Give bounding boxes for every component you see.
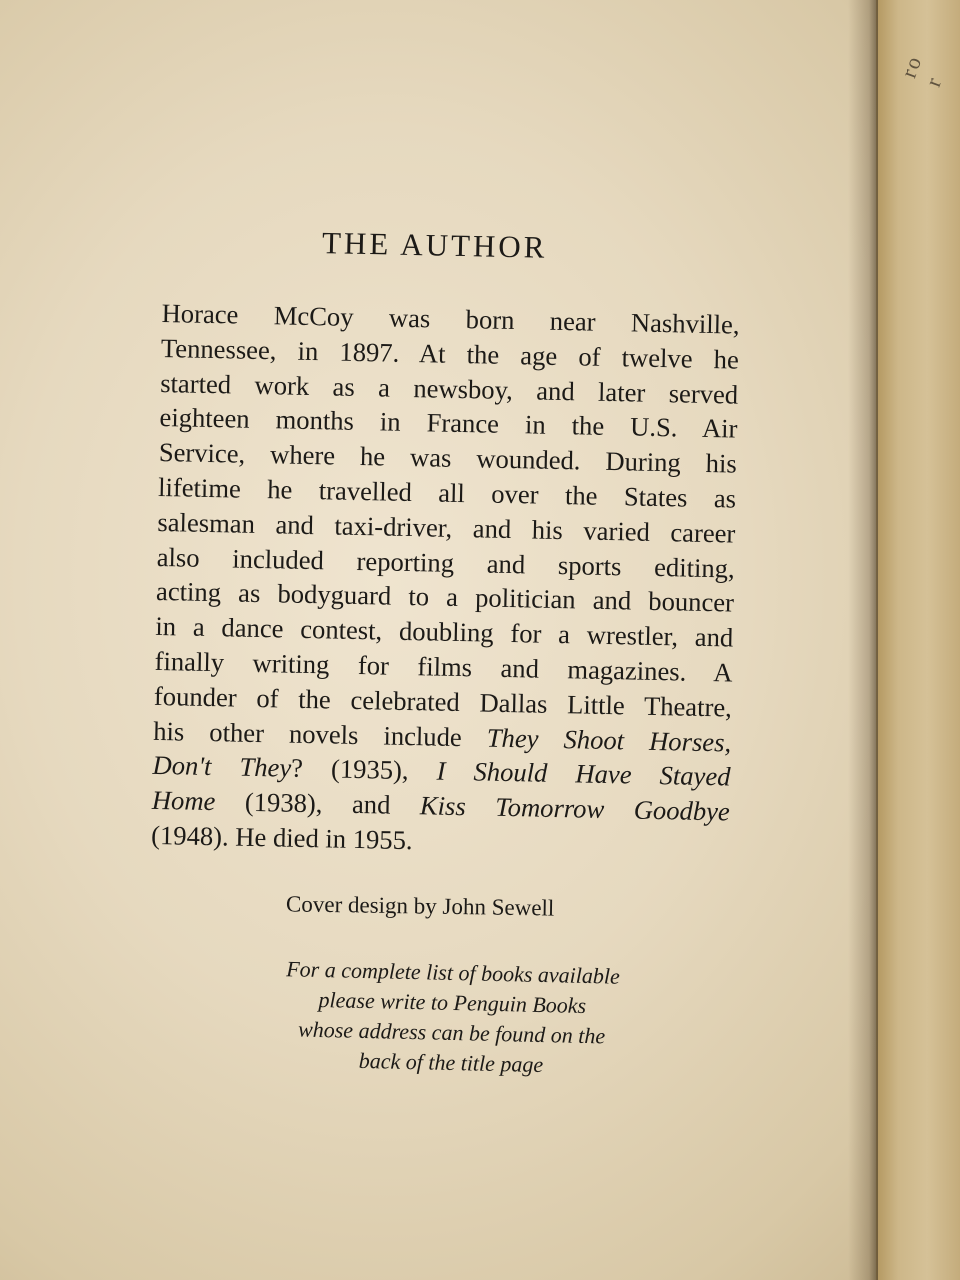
gutter-shadow <box>848 0 878 1280</box>
notice-line: please write to Penguin Books <box>318 986 587 1019</box>
bio-text: founder of the celebrated Dallas Little Theatre, <box>153 680 733 723</box>
adjacent-page <box>878 0 960 1280</box>
bio-text: lifetime he travelled all over the States as <box>157 471 737 514</box>
adjacent-page-text: ro r <box>895 51 947 90</box>
bio-text: also included reporting and sports editing, <box>156 541 735 584</box>
bio-text: started work as a newsboy, and later served <box>159 367 739 410</box>
bio-text: (1938), and <box>215 786 421 821</box>
bio-text: eighteen months in France in the U.S. Air <box>159 402 738 444</box>
bio-text: finally writing for films and magazines. A <box>154 645 733 688</box>
section-heading: THE AUTHOR <box>321 225 548 265</box>
italic-title-text: Kiss Tomorrow Goodbye <box>419 790 731 827</box>
bio-text: his other novels include <box>152 715 488 753</box>
bio-text: Service, where he was wounded. During his <box>158 437 738 479</box>
bio-text: acting as bodyguard to a politician and bouncer <box>155 576 735 618</box>
book-list-notice <box>231 953 674 1083</box>
bio-text: salesman and taxi-driver, and his varied career <box>157 506 736 549</box>
bio-text: Horace McCoy was born near Nashville, <box>161 297 740 340</box>
italic-title-text: I Should Have Stayed <box>436 755 731 792</box>
italic-title-text: Don't They <box>152 750 292 784</box>
bio-text: (1948). He died in 1955. <box>150 819 413 856</box>
italic-title-text: They Shoot Horses, <box>486 722 732 758</box>
bio-text: Tennessee, in 1897. At the age of twelve he <box>160 332 740 375</box>
italic-title-text: Home <box>151 785 216 817</box>
notice-line: whose address can be found on the <box>297 1016 606 1049</box>
notice-line: back of the title page <box>358 1047 544 1078</box>
bio-text: ? (1935), <box>290 753 437 786</box>
notice-line: For a complete list of books available <box>285 956 621 989</box>
cover-credit: Cover design by John Sewell <box>285 891 555 921</box>
bio-text: in a dance contest, doubling for a wrestler, and <box>155 611 734 653</box>
author-biography <box>151 296 740 864</box>
